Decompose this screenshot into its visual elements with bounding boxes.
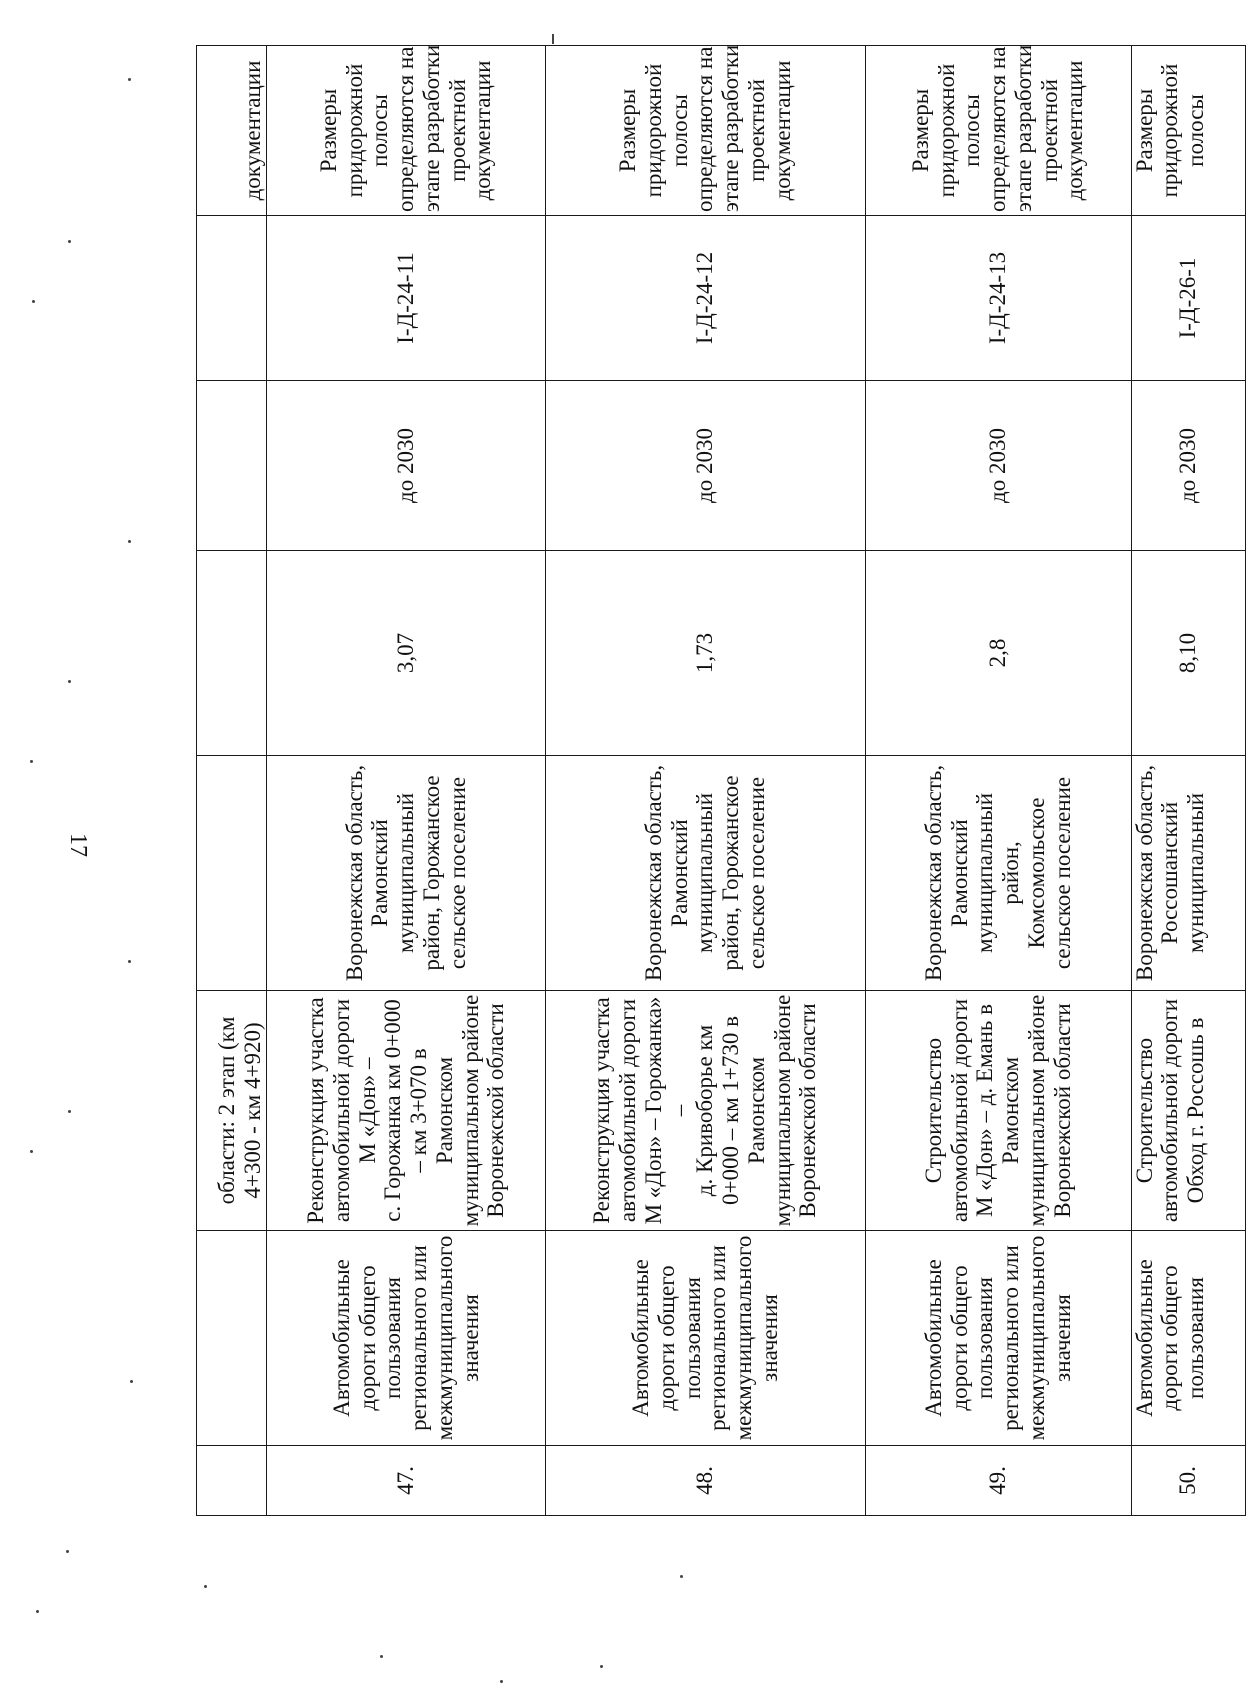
cell-line: Рамонском	[431, 1056, 457, 1165]
cell-line: район, Горожанское	[718, 775, 744, 971]
cell-line: Размеры	[615, 88, 641, 173]
cell-line: Воронежская область,	[920, 764, 946, 982]
cell-line: Размеры	[1131, 88, 1157, 173]
road-name	[546, 991, 865, 1231]
cell-line: придорожной	[341, 63, 367, 198]
cell-line: район,	[998, 841, 1024, 905]
cell-line: Автомобильные	[628, 1259, 654, 1417]
cell-line: Воронежская область,	[1131, 764, 1157, 982]
cell-line: Автомобильные	[328, 1259, 354, 1417]
cell-line: Строительство	[920, 1037, 946, 1184]
cell-line: Размеры	[907, 88, 933, 173]
scan-speck	[552, 34, 554, 44]
cell-line: пользования	[972, 1277, 998, 1399]
scan-speck	[600, 1665, 603, 1668]
cell-line: документации	[769, 60, 795, 201]
cell-line: сельское поселение	[743, 776, 769, 970]
scan-speck	[500, 1680, 503, 1683]
scan-speck	[30, 1150, 33, 1153]
cell-line: Рамонский	[367, 819, 393, 927]
cell-line: с. Горожанка км 0+000	[380, 999, 406, 1222]
cell-line: регионального или	[705, 1245, 731, 1431]
cell-line: значения	[457, 1294, 483, 1382]
cell-line: дороги общего	[354, 1265, 380, 1411]
cell-line: полосы	[367, 94, 393, 167]
cell-line: Воронежской области	[483, 1003, 509, 1218]
cont-category-cell	[197, 1231, 267, 1446]
road-code: I-Д-24-13	[865, 216, 1131, 381]
table-row	[865, 46, 1131, 1516]
cell-line: муниципальный	[972, 792, 998, 954]
cell-line: межмуниципального	[1023, 1235, 1049, 1441]
cell-line: межмуниципального	[731, 1235, 757, 1441]
page-number: 17	[65, 833, 91, 857]
cell-line: – км 3+070 в	[406, 1048, 432, 1173]
scan-speck	[128, 78, 131, 81]
cell-line: значения	[1049, 1294, 1075, 1382]
road-location	[266, 756, 545, 991]
cell-line: дороги общего	[653, 1265, 679, 1411]
cell-line: дороги общего	[946, 1265, 972, 1411]
row-number: 47.	[266, 1446, 545, 1516]
road-category	[546, 1231, 865, 1446]
cell-line: 0+000 – км 1+730 в	[718, 1015, 744, 1206]
cell-line: регионального или	[998, 1245, 1024, 1431]
cell-line: полосы	[1183, 94, 1209, 167]
cell-line: д. Кривоборье км	[692, 1024, 718, 1197]
cont-note-cell: документации	[197, 46, 267, 216]
road-term: до 2030	[546, 381, 865, 551]
road-term: до 2030	[266, 381, 545, 551]
cell-line: Россошанский	[1157, 801, 1183, 945]
road-category	[266, 1231, 545, 1446]
table-row	[546, 46, 865, 1516]
road-note	[1131, 46, 1245, 216]
road-length: 3,07	[266, 551, 545, 756]
road-category	[1131, 1231, 1245, 1446]
row-number: 50.	[1131, 1446, 1245, 1516]
cell-line: пользования	[380, 1277, 406, 1399]
road-length: 8,10	[1131, 551, 1245, 756]
scan-speck	[380, 1655, 383, 1658]
cont-location-cell	[197, 756, 267, 991]
cell-line: Воронежской области	[795, 1003, 821, 1218]
road-length: 2,8	[865, 551, 1131, 756]
cell-line: муниципальном районе	[1023, 994, 1049, 1227]
cell-line: Обход г. Россошь в	[1183, 1017, 1209, 1204]
cell-line: Автомобильные	[920, 1259, 946, 1417]
road-name	[1131, 991, 1245, 1231]
cell-line: придорожной	[933, 63, 959, 198]
cell-line: Рамонский	[666, 819, 692, 927]
road-term: до 2030	[865, 381, 1131, 551]
cell-line: определяются на	[393, 46, 419, 212]
road-length: 1,73	[546, 551, 865, 756]
cell-line: дороги общего	[1157, 1265, 1183, 1411]
cell-line: пользования	[679, 1277, 705, 1399]
cell-line: Строительство	[1131, 1037, 1157, 1184]
scan-speck	[68, 680, 71, 683]
cell-line: Рамонский	[946, 819, 972, 927]
scan-speck	[66, 1550, 69, 1553]
table-row	[266, 46, 545, 1516]
cell-line: придорожной	[640, 63, 666, 198]
cell-line: Комсомольское	[1023, 797, 1049, 949]
cell-line: М «Дон» – д. Емань в	[972, 1004, 998, 1217]
cell-line: Воронежская область,	[341, 764, 367, 982]
road-code: I-Д-24-12	[546, 216, 865, 381]
cell-line: автомобильной дороги	[946, 998, 972, 1223]
cell-line: Воронежская область,	[640, 764, 666, 982]
scan-speck	[128, 960, 131, 963]
scan-speck	[36, 1610, 39, 1613]
cell-line: межмуниципального	[431, 1235, 457, 1441]
road-code: I-Д-24-11	[266, 216, 545, 381]
rotated-table-container	[196, 46, 1246, 1516]
roads-table	[196, 45, 1246, 1516]
road-location	[1131, 756, 1245, 991]
cell-line: муниципальный	[393, 792, 419, 954]
cell-line: определяются на	[692, 46, 718, 212]
cell-line: документации	[1062, 60, 1088, 201]
cell-line: проектной	[743, 79, 769, 182]
scan-speck	[30, 760, 33, 763]
cell-line: автомобильной дороги	[615, 998, 641, 1223]
cell-line: регионального или	[406, 1245, 432, 1431]
road-note	[266, 46, 545, 216]
cell-line: полосы	[666, 94, 692, 167]
scan-speck	[130, 1380, 133, 1383]
scan-speck	[32, 300, 35, 303]
cell-line: М «Дон» – Горожанка»	[640, 996, 666, 1225]
cell-line: значения	[756, 1294, 782, 1382]
cell-line: район, Горожанское	[418, 775, 444, 971]
cell-line: этапе разработки	[418, 44, 444, 212]
cell-line: автомобильной дороги	[1157, 998, 1183, 1223]
cell-line: придорожной	[1157, 63, 1183, 198]
cell-line: муниципальном районе	[457, 994, 483, 1227]
cell-line: полосы	[959, 94, 985, 167]
cell-line: проектной	[1036, 79, 1062, 182]
scan-speck	[128, 540, 131, 543]
row-number: 49.	[865, 1446, 1131, 1516]
cell-line: –	[666, 1104, 692, 1117]
cell-line: Реконструкция участка	[589, 997, 615, 1224]
road-name	[266, 991, 545, 1231]
cell-line: Рамонском	[998, 1056, 1024, 1165]
cell-line: Рамонском	[743, 1056, 769, 1165]
cell-line: Реконструкция участка	[303, 997, 329, 1224]
cell-line: Воронежской области	[1049, 1003, 1075, 1218]
cont-code-cell	[197, 216, 267, 381]
cell-line: этапе разработки	[718, 44, 744, 212]
cell-line: определяются на	[985, 46, 1011, 212]
cell-line: пользования	[1183, 1277, 1209, 1399]
table-row	[1131, 46, 1245, 1516]
scan-speck	[204, 1585, 207, 1588]
cell-line: области: 2 этап (км	[214, 1016, 240, 1205]
road-location	[546, 756, 865, 991]
road-name	[865, 991, 1131, 1231]
cont-num-cell	[197, 1446, 267, 1516]
cell-line: этапе разработки	[1010, 44, 1036, 212]
scan-speck	[680, 1575, 683, 1578]
cell-line: автомобильной дороги	[328, 998, 354, 1223]
road-location	[865, 756, 1131, 991]
cell-line: сельское поселение	[1049, 776, 1075, 970]
continuation-row	[197, 46, 267, 1516]
cell-line: муниципальный	[692, 792, 718, 954]
cell-line: 4+300 - км 4+920)	[240, 1022, 266, 1199]
road-note	[546, 46, 865, 216]
cont-name-cell	[197, 991, 267, 1231]
road-code: I-Д-26-1	[1131, 216, 1245, 381]
cont-length-cell	[197, 551, 267, 756]
road-term: до 2030	[1131, 381, 1245, 551]
road-category	[865, 1231, 1131, 1446]
cell-line: Автомобильные	[1131, 1259, 1157, 1417]
row-number: 48.	[546, 1446, 865, 1516]
scan-speck	[68, 240, 71, 243]
cell-line: проектной	[444, 79, 470, 182]
cont-term-cell	[197, 381, 267, 551]
cell-line: муниципальный	[1183, 792, 1209, 954]
cell-line: документации	[470, 60, 496, 201]
cell-line: сельское поселение	[444, 776, 470, 970]
cell-line: М «Дон» –	[354, 1057, 380, 1164]
road-note	[865, 46, 1131, 216]
cell-line: муниципальном районе	[769, 994, 795, 1227]
scan-speck	[68, 1110, 71, 1113]
cell-line: Размеры	[315, 88, 341, 173]
